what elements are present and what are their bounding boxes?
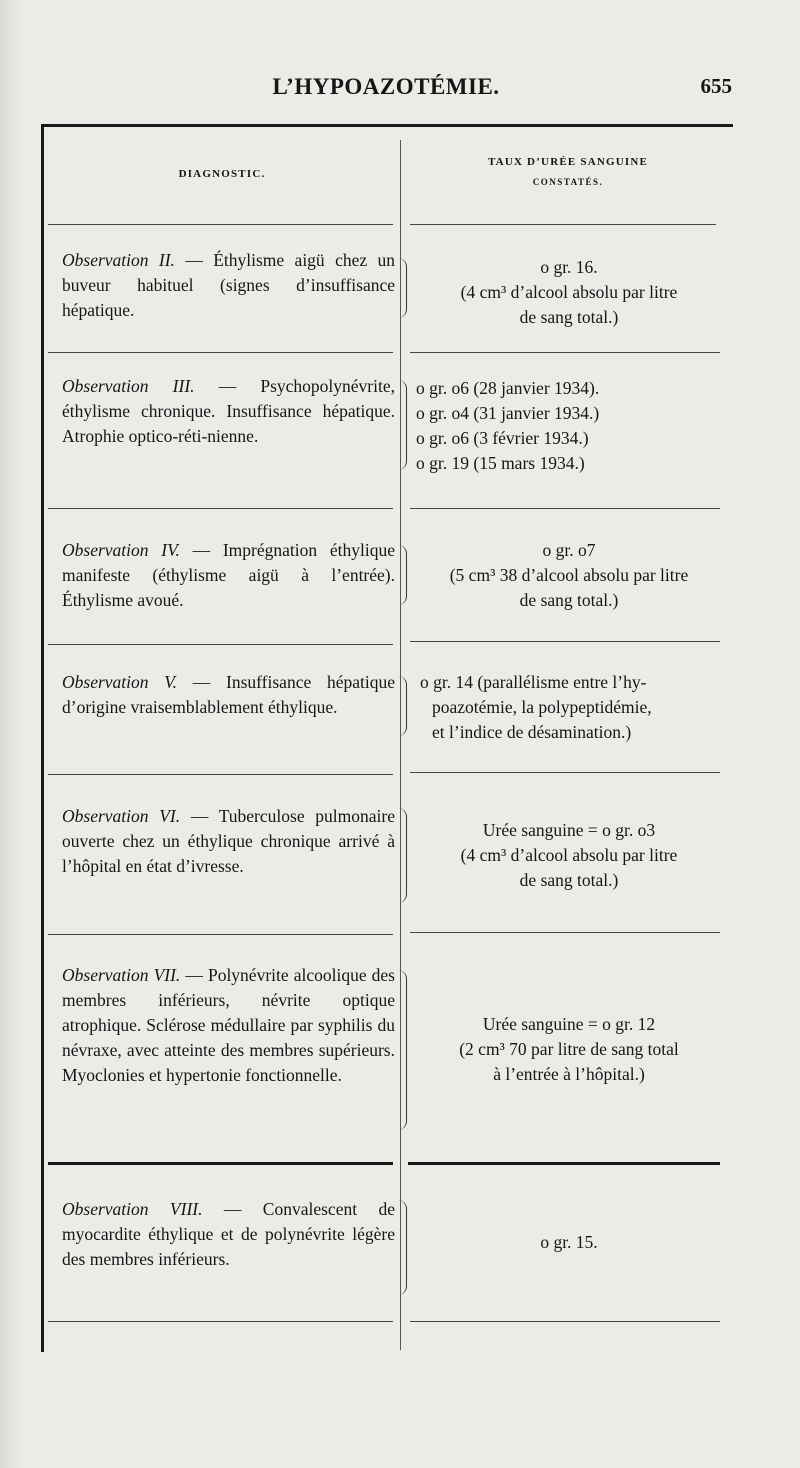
value-cell (410, 1012, 728, 1087)
rule (48, 508, 393, 509)
rule (48, 1321, 393, 1322)
diagnostic-text: — Polynévrite alcoolique des membres inférieurs, névrite optique atrophique. Sclérose médullaire par syphilis du névraxe, avec atteinte des membres supérieurs. Myoclonies et hypertonie fonctionnelle. (62, 965, 395, 1085)
value-line: et l’indice de désamination.) (432, 722, 632, 742)
column-divider (400, 140, 401, 1350)
diagnostic-text: — Convalescent de myocardite éthylique et de polynévrite légère des membres inférieurs. (62, 1199, 395, 1269)
running-title: L’HYPOAZOTÉMIE. (272, 74, 500, 99)
value-line: de sang total.) (519, 590, 619, 610)
value-line: Urée sanguine = o gr. o3 (482, 820, 656, 840)
brace (398, 380, 407, 470)
diagnostic-text: — Psychopolynévrite, éthylisme chronique. Insuffisance hépatique. Atrophie optico-réti-nienne. (62, 376, 395, 446)
diagnostic-cell (62, 1197, 395, 1272)
rule (410, 352, 720, 353)
value-line: (5 cm³ 38 d’alcool absolu par litre (449, 565, 689, 585)
value-cell (410, 255, 728, 330)
page-number: 655 (700, 74, 732, 98)
table-left-rule (41, 124, 44, 1352)
diagnostic-text: — Insuffisance hépatique d’origine vraisemblablement éthylique. (62, 672, 395, 717)
brace (398, 676, 407, 736)
rule (48, 352, 393, 353)
rule (410, 772, 720, 773)
value-line: poazotémie, la polypeptidémie, (432, 697, 652, 717)
column-header-diagnostic (44, 164, 400, 184)
observation-label: Observation VI. (62, 806, 181, 826)
value-line: à l’entrée à l’hôpital.) (493, 1064, 645, 1084)
page-header (40, 74, 732, 110)
rule (48, 934, 393, 935)
brace (398, 258, 407, 318)
diagnostic-text: — Tuberculose pulmonaire ouverte chez un éthylique chronique arrivé à l’hôpital en état d’ivresse. (62, 806, 395, 876)
brace (398, 970, 407, 1130)
value-cell (416, 376, 734, 476)
value-line: o gr. o6 (28 janvier 1934). (416, 378, 600, 398)
column-header-diagnostic-label: DIAGNOSTIC. (178, 168, 266, 180)
brace (398, 545, 407, 605)
value-line: (2 cm³ 70 par litre de sang total (459, 1039, 679, 1059)
rule (410, 508, 720, 509)
rule (410, 641, 720, 642)
observation-label: Observation V. (62, 672, 178, 692)
brace (398, 1200, 407, 1295)
observation-label: Observation III. (62, 376, 195, 396)
value-line: de sang total.) (519, 307, 619, 327)
diagnostic-text: — Imprégnation éthylique manifeste (éthylisme aigü à l’entrée). Éthylisme avoué. (62, 540, 395, 610)
diagnostic-cell (62, 670, 395, 720)
diagnostic-cell (62, 538, 395, 613)
value-cell (410, 818, 728, 893)
column-header-taux-line1: TAUX D’URÉE SANGUINE (487, 156, 649, 168)
value-line: (4 cm³ d’alcool absolu par litre (460, 282, 678, 302)
table-top-rule (41, 124, 733, 127)
value-cell (410, 538, 728, 613)
column-header-taux-line2: CONSTATÉS. (532, 177, 604, 187)
rule (48, 1162, 393, 1165)
rule (48, 774, 393, 775)
diagnostic-cell (62, 248, 395, 323)
observation-label: Observation VIII. (62, 1199, 203, 1219)
value-line: o gr. o6 (3 février 1934.) (416, 428, 589, 448)
observation-label: Observation IV. (62, 540, 180, 560)
value-cell (410, 1230, 728, 1255)
rule (410, 1321, 720, 1322)
rule (410, 932, 720, 933)
brace (398, 808, 407, 903)
value-line: o gr. 14 (parallélisme entre l’hy- (420, 672, 647, 692)
value-line: Urée sanguine = o gr. 12 (482, 1014, 656, 1034)
value-cell (420, 670, 738, 745)
diagnostic-text: — Éthylisme aigü chez un buveur habituel (signes d’insuffisance hépatique. (62, 250, 395, 320)
value-line: o gr. o7 (542, 540, 596, 560)
value-line: o gr. 16. (540, 257, 598, 277)
value-line: o gr. 19 (15 mars 1934.) (416, 453, 585, 473)
value-line: o gr. o4 (31 janvier 1934.) (416, 403, 600, 423)
value-line: (4 cm³ d’alcool absolu par litre (460, 845, 678, 865)
rule (410, 224, 716, 225)
value-line: o gr. 15. (540, 1232, 598, 1252)
diagnostic-cell (62, 374, 395, 449)
rule (408, 1162, 720, 1165)
rule (48, 224, 393, 225)
column-header-taux (404, 152, 732, 192)
observation-label: Observation VII. (62, 965, 181, 985)
observation-label: Observation II. (62, 250, 175, 270)
rule (48, 644, 393, 645)
value-line: de sang total.) (519, 870, 619, 890)
page-edge (0, 0, 20, 1468)
diagnostic-cell (62, 963, 395, 1088)
diagnostic-cell (62, 804, 395, 879)
